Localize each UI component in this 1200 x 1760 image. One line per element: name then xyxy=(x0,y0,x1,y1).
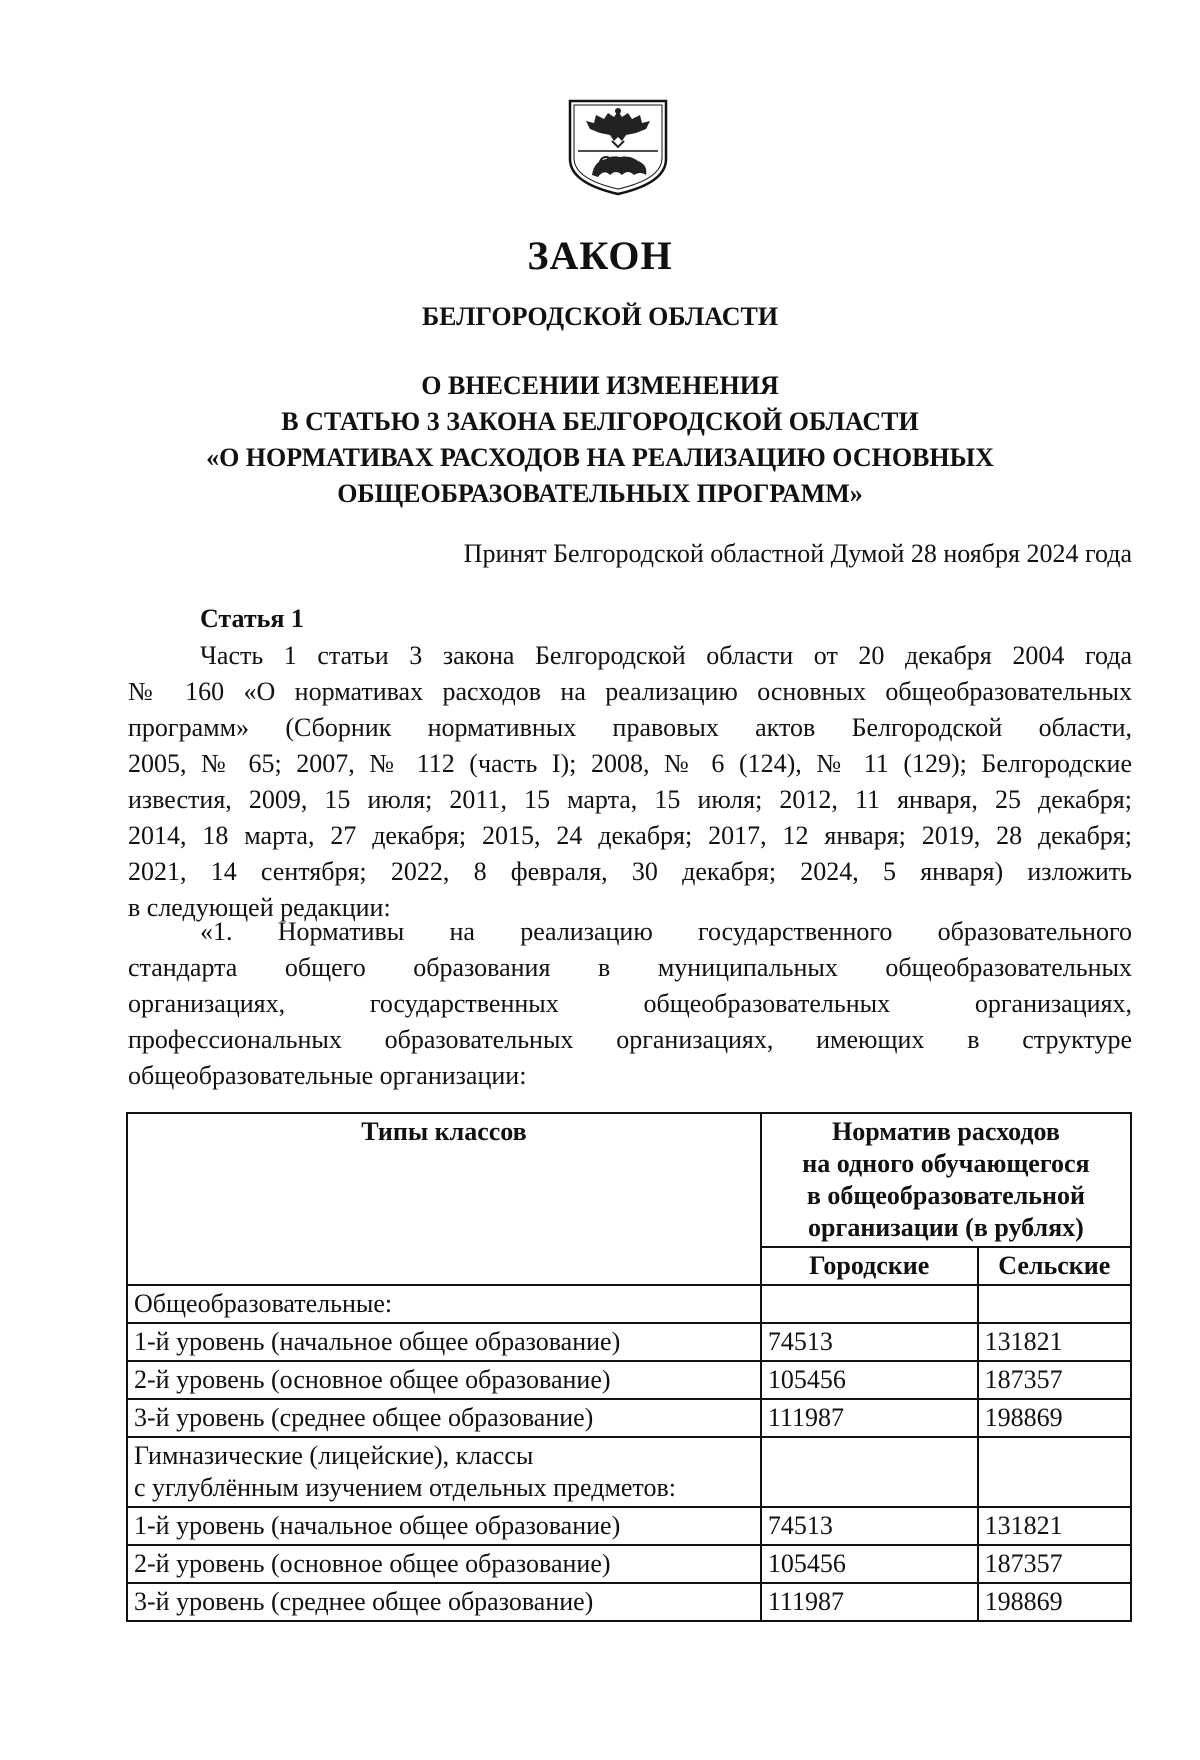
paragraph-line: стандарта общего образования в муниципальных общеобразовательных xyxy=(128,953,1132,982)
table-row xyxy=(127,1583,1131,1621)
rural-value: 198869 xyxy=(978,1399,1131,1437)
row-label: 1-й уровень (начальное общее образование) xyxy=(127,1507,761,1545)
heading-line: «О НОРМАТИВАХ РАСХОДОВ НА РЕАЛИЗАЦИЮ ОСНОВНЫХ xyxy=(206,443,994,472)
group-label xyxy=(127,1437,761,1507)
urban-value: 105456 xyxy=(761,1545,978,1583)
table-row xyxy=(127,1399,1131,1437)
group-label-line: с углублённым изучением отдельных предметов: xyxy=(134,1473,676,1502)
law-heading xyxy=(0,368,1200,512)
article-paragraph-1 xyxy=(128,638,1132,926)
paragraph-line: в следующей редакции: xyxy=(128,893,391,922)
norms-table xyxy=(126,1112,1132,1622)
paragraph-line: 2014, 18 марта, 27 декабря; 2015, 24 декабря; 2017, 12 января; 2019, 28 декабря; xyxy=(128,821,1132,850)
header-norm-line: в общеобразовательной xyxy=(806,1181,1085,1210)
paragraph-line: организациях, государственных общеобразовательных организациях, xyxy=(128,989,1132,1018)
article-title: Статья 1 xyxy=(200,604,304,633)
empty-cell xyxy=(978,1285,1131,1323)
heading-line: В СТАТЬЮ 3 ЗАКОНА БЕЛГОРОДСКОЙ ОБЛАСТИ xyxy=(281,407,919,436)
table-row xyxy=(127,1545,1131,1583)
rural-value: 187357 xyxy=(978,1361,1131,1399)
rural-value: 198869 xyxy=(978,1583,1131,1621)
group-label: Общеобразовательные: xyxy=(127,1285,761,1323)
paragraph-line: 2005, № 65; 2007, № 112 (часть I); 2008, № 6 (124), № 11 (129); Белгородские xyxy=(128,749,1132,778)
row-label: 3-й уровень (среднее общее образование) xyxy=(127,1583,761,1621)
urban-value: 111987 xyxy=(761,1583,978,1621)
urban-value: 74513 xyxy=(761,1323,978,1361)
paragraph-line: 2021, 14 сентября; 2022, 8 февраля, 30 декабря; 2024, 5 января) изложить xyxy=(128,857,1132,886)
table-header-row xyxy=(127,1113,1131,1247)
paragraph-line: № 160 «О нормативах расходов на реализацию основных общеобразовательных xyxy=(128,677,1132,706)
table-row xyxy=(127,1361,1131,1399)
region-subtitle: БЕЛГОРОДСКОЙ ОБЛАСТИ xyxy=(421,302,779,331)
empty-cell xyxy=(761,1285,978,1323)
paragraph-line: «1. Нормативы на реализацию государственного образовательного xyxy=(200,917,1132,946)
adoption-note: Принят Белгородской областной Думой 28 ноября 2024 года xyxy=(463,539,1132,568)
header-norm-line: на одного обучающегося xyxy=(802,1149,1090,1178)
rural-value: 187357 xyxy=(978,1545,1131,1583)
paragraph-line: Часть 1 статьи 3 закона Белгородской области от 20 декабря 2004 года xyxy=(200,641,1132,670)
row-label: 2-й уровень (основное общее образование) xyxy=(127,1361,761,1399)
table-row xyxy=(127,1507,1131,1545)
row-label: 1-й уровень (начальное общее образование) xyxy=(127,1323,761,1361)
urban-value: 74513 xyxy=(761,1507,978,1545)
header-norm xyxy=(761,1113,1131,1247)
header-urban: Городские xyxy=(761,1247,978,1285)
rural-value: 131821 xyxy=(978,1323,1131,1361)
paragraph-line: общеобразовательные организации: xyxy=(128,1061,527,1090)
article-paragraph-2 xyxy=(128,914,1132,1094)
group-label-line: Гимназические (лицейские), классы xyxy=(134,1441,534,1470)
coat-of-arms-icon xyxy=(564,97,672,197)
urban-value: 105456 xyxy=(761,1361,978,1399)
header-norm-line: Норматив расходов xyxy=(831,1117,1060,1146)
heading-line: ОБЩЕОБРАЗОВАТЕЛЬНЫХ ПРОГРАММ» xyxy=(337,479,863,508)
paragraph-line: известия, 2009, 15 июля; 2011, 15 марта, 15 июля; 2012, 11 января, 25 декабря; xyxy=(128,785,1132,814)
urban-value: 111987 xyxy=(761,1399,978,1437)
paragraph-line: профессиональных образовательных организациях, имеющих в структуре xyxy=(128,1025,1132,1054)
table-row xyxy=(127,1285,1131,1323)
header-rural: Сельские xyxy=(978,1247,1131,1285)
empty-cell xyxy=(978,1437,1131,1507)
table-row xyxy=(127,1323,1131,1361)
empty-cell xyxy=(761,1437,978,1507)
row-label: 3-й уровень (среднее общее образование) xyxy=(127,1399,761,1437)
table-row xyxy=(127,1437,1131,1507)
document-title: ЗАКОН xyxy=(527,233,673,278)
row-label: 2-й уровень (основное общее образование) xyxy=(127,1545,761,1583)
header-norm-line: организации (в рублях) xyxy=(808,1213,1084,1242)
coat-of-arms-emblem xyxy=(564,97,672,197)
heading-line: О ВНЕСЕНИИ ИЗМЕНЕНИЯ xyxy=(421,371,779,400)
header-class-types: Типы классов xyxy=(127,1113,761,1285)
paragraph-line: программ» (Сборник нормативных правовых актов Белгородской области, xyxy=(128,713,1132,742)
rural-value: 131821 xyxy=(978,1507,1131,1545)
